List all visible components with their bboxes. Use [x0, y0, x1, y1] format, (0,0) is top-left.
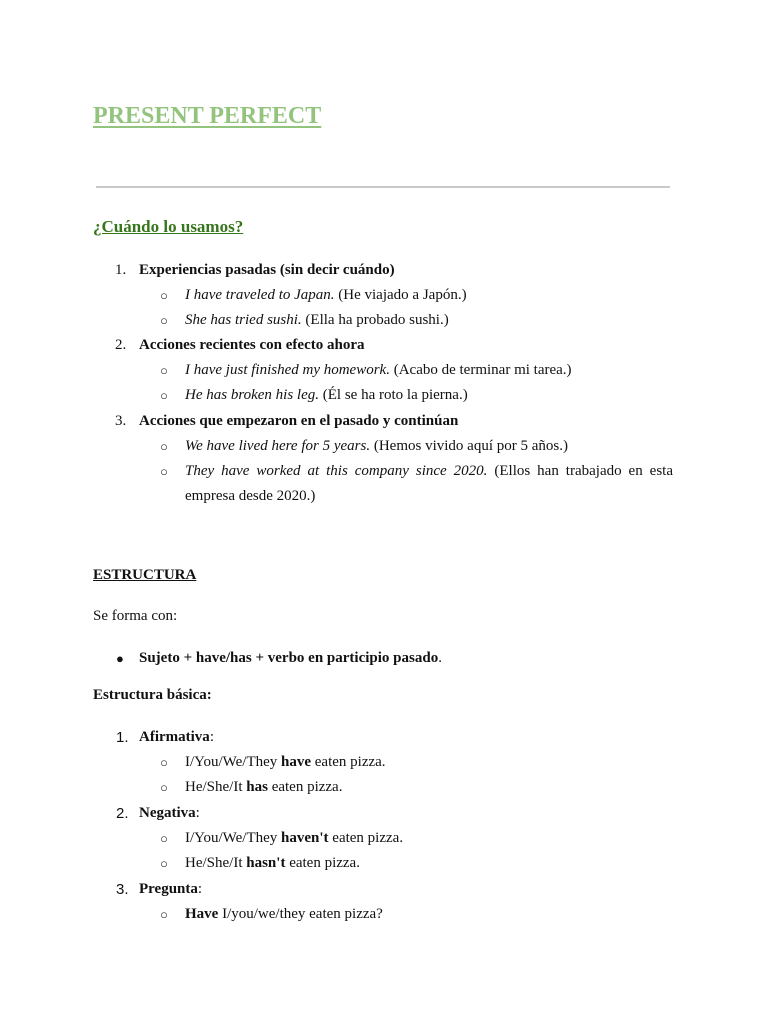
hollow-bullet-icon: ○	[160, 907, 168, 922]
auxiliary-verb: have	[281, 754, 312, 770]
rest-text: eaten pizza.	[285, 855, 360, 871]
bullet-icon: ●	[116, 651, 124, 666]
rest-text: eaten pizza.	[267, 779, 343, 795]
structure-heading: ESTRUCTURA	[93, 567, 197, 583]
usage-item-label: Experiencias pasadas (sin decir cuándo)	[139, 262, 395, 278]
subject-text: He/She/It	[185, 855, 247, 871]
usage-item-label: Acciones recientes con efecto ahora	[139, 337, 365, 353]
hollow-bullet-icon: ○	[160, 755, 168, 770]
hollow-bullet-icon: ○	[160, 388, 168, 403]
hollow-bullet-icon: ○	[160, 464, 168, 479]
formula-period: .	[438, 650, 442, 666]
hollow-bullet-icon: ○	[160, 363, 168, 378]
example-english: I have traveled to Japan.	[185, 287, 335, 303]
basic-structure-label: Estructura básica:	[93, 687, 212, 703]
auxiliary-verb: has	[246, 779, 268, 795]
example-english: They have worked at this company since 2020.	[185, 463, 488, 479]
hollow-bullet-icon: ○	[160, 856, 168, 871]
hollow-bullet-icon: ○	[160, 439, 168, 454]
usage-heading: ¿Cuándo lo usamos?	[93, 217, 244, 236]
list-number: 3.	[116, 881, 129, 898]
auxiliary-verb: haven't	[281, 830, 329, 846]
usage-item-label: Acciones que empezaron en el pasado y continúan	[139, 413, 459, 429]
hollow-bullet-icon: ○	[160, 288, 168, 303]
example-spanish: (He viajado a Japón.)	[338, 287, 467, 303]
list-number: 1.	[116, 729, 129, 746]
form-colon: :	[209, 729, 214, 745]
rest-text: I/you/we/they eaten pizza?	[218, 906, 383, 922]
document-title: PRESENT PERFECT	[93, 103, 322, 129]
auxiliary-verb: hasn't	[246, 855, 286, 871]
rest-text: eaten pizza.	[328, 830, 404, 846]
form-label: Afirmativa	[139, 729, 210, 745]
form-label: Negativa	[139, 805, 196, 821]
subject-text: I/You/We/They	[185, 830, 282, 846]
form-label: Pregunta	[139, 881, 198, 897]
example-spanish: (Ellos han trabajado en esta empresa desde 2020.)	[185, 463, 673, 504]
example-english: We have lived here for 5 years.	[185, 438, 371, 454]
subject-text: He/She/It	[185, 779, 247, 795]
example-english: She has tried sushi.	[185, 312, 302, 328]
rest-text: eaten pizza.	[311, 754, 386, 770]
list-number: 1.	[115, 262, 127, 278]
subject-text: I/You/We/They	[185, 754, 282, 770]
list-number: 2.	[115, 337, 127, 353]
form-colon: :	[195, 805, 200, 821]
hollow-bullet-icon: ○	[160, 831, 168, 846]
example-spanish: (Ella ha probado sushi.)	[305, 312, 449, 328]
structure-intro: Se forma con:	[93, 608, 178, 624]
horizontal-rule	[96, 186, 670, 188]
example-english: I have just finished my homework.	[185, 362, 390, 378]
example-english: He has broken his leg.	[185, 387, 320, 403]
example-spanish: (Acabo de terminar mi tarea.)	[393, 362, 572, 378]
list-number: 3.	[115, 413, 127, 429]
form-colon: :	[197, 881, 203, 897]
hollow-bullet-icon: ○	[160, 313, 168, 328]
formula-text: Sujeto + have/has + verbo en participio pasado	[139, 650, 439, 666]
list-number: 2.	[116, 805, 129, 822]
example-spanish: (Hemos vivido aquí por 5 años.)	[373, 438, 568, 454]
auxiliary-verb: Have	[185, 906, 219, 922]
hollow-bullet-icon: ○	[160, 780, 168, 795]
example-spanish: (Él se ha roto la pierna.)	[322, 387, 468, 403]
